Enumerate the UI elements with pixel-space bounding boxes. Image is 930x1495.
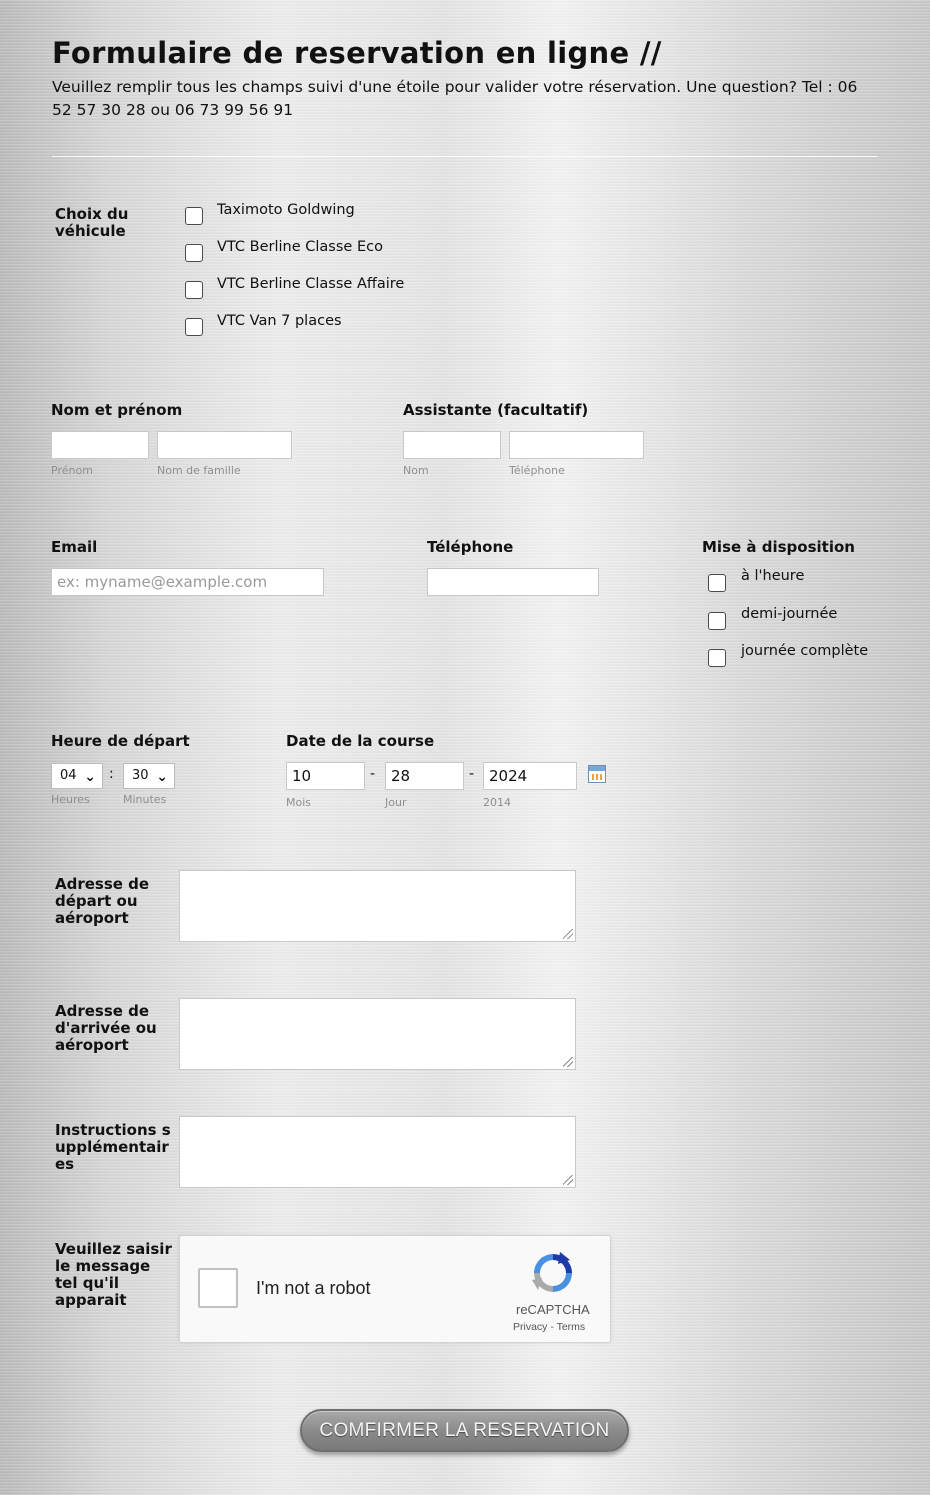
last-name-input[interactable]	[157, 431, 292, 459]
vehicle-option-label: VTC Berline Classe Affaire	[217, 276, 405, 292]
resize-grip-icon[interactable]	[563, 1175, 573, 1185]
email-label: Email	[51, 538, 98, 556]
vehicle-option-label: VTC Berline Classe Eco	[217, 239, 383, 255]
captcha-label: Veuillez saisir le message tel qu'il apparait	[55, 1240, 172, 1309]
recaptcha-brand: reCAPTCHA	[516, 1302, 590, 1317]
assistant-phone-sublabel: Téléphone	[509, 464, 565, 477]
recaptcha-checkbox-text: I'm not a robot	[256, 1278, 371, 1298]
vehicle-checkbox-eco[interactable]	[185, 244, 203, 262]
minute-value: 30	[132, 768, 149, 783]
recaptcha-widget	[179, 1235, 611, 1343]
resize-grip-icon[interactable]	[563, 1057, 573, 1067]
time-colon: :	[109, 766, 114, 782]
calendar-icon[interactable]	[588, 765, 606, 783]
course-date-label: Date de la course	[286, 732, 435, 750]
minute-sublabel: Minutes	[123, 793, 167, 806]
departure-address-label: Adresse de départ ou aéroport	[55, 875, 150, 927]
name-label: Nom et prénom	[51, 401, 183, 419]
arrival-address-textarea[interactable]	[179, 998, 576, 1070]
disposal-label: Mise à disposition	[702, 538, 855, 556]
email-input[interactable]: ex: myname@example.com	[51, 568, 324, 596]
vehicle-option-label: Taximoto Goldwing	[217, 202, 355, 218]
last-name-sublabel: Nom de famille	[157, 464, 241, 477]
intro-text: Veuillez remplir tous les champs suivi d'une étoile pour valider votre réservation. Une question? Tel : 06 52 57 30 28 ou 06 73 99 56 91	[52, 78, 858, 119]
day-sublabel: Jour	[385, 796, 407, 809]
disposal-option-label: à l'heure	[741, 568, 805, 584]
departure-address-textarea[interactable]	[179, 870, 576, 942]
vehicle-checkbox-van[interactable]	[185, 318, 203, 336]
first-name-sublabel: Prénom	[51, 464, 93, 477]
first-name-input[interactable]	[51, 431, 149, 459]
departure-time-label: Heure de départ	[51, 732, 190, 750]
recaptcha-checkbox[interactable]	[198, 1268, 238, 1308]
assistant-phone-input[interactable]	[509, 431, 644, 459]
divider	[52, 156, 878, 157]
recaptcha-terms-link[interactable]: Terms	[556, 1321, 586, 1333]
year-input[interactable]: 2024	[483, 762, 577, 790]
disposal-checkbox-full-day[interactable]	[708, 649, 726, 667]
vehicle-option-label: VTC Van 7 places	[217, 313, 342, 329]
recaptcha-link-separator: -	[547, 1321, 557, 1333]
phone-input[interactable]	[427, 568, 599, 596]
confirm-reservation-button[interactable]: COMFIRMER LA RESERVATION	[300, 1409, 629, 1452]
year-sublabel: 2014	[483, 796, 511, 809]
vehicle-checkbox-goldwing[interactable]	[185, 207, 203, 225]
date-separator: -	[469, 766, 475, 782]
recaptcha-logo-icon	[530, 1250, 576, 1296]
page-title: Formulaire de reservation en ligne //	[52, 36, 662, 70]
chevron-down-icon: ⌄	[84, 769, 96, 785]
month-sublabel: Mois	[286, 796, 312, 809]
day-input[interactable]: 28	[385, 762, 464, 790]
assistant-name-input[interactable]	[403, 431, 501, 459]
instructions-label: Instructions supplémentaires	[55, 1121, 171, 1173]
minute-select[interactable]	[123, 763, 175, 789]
recaptcha-links	[513, 1321, 585, 1333]
disposal-option-label: demi-journée	[741, 606, 838, 622]
chevron-down-icon: ⌄	[156, 769, 168, 785]
phone-label: Téléphone	[427, 538, 514, 556]
month-input[interactable]: 10	[286, 762, 365, 790]
resize-grip-icon[interactable]	[563, 929, 573, 939]
date-separator: -	[370, 766, 376, 782]
vehicle-checkbox-affaire[interactable]	[185, 281, 203, 299]
assistant-name-sublabel: Nom	[403, 464, 429, 477]
disposal-checkbox-hour[interactable]	[708, 574, 726, 592]
arrival-address-label: Adresse de d'arrivée ou aéroport	[55, 1002, 157, 1054]
vehicle-label: Choix du véhicule	[55, 205, 129, 240]
assistant-label: Assistante (facultatif)	[403, 401, 589, 419]
recaptcha-privacy-link[interactable]: Privacy	[513, 1321, 548, 1333]
hour-value: 04	[60, 768, 77, 783]
hour-sublabel: Heures	[51, 793, 90, 806]
disposal-option-label: journée complète	[741, 643, 869, 659]
hour-select[interactable]	[51, 763, 103, 789]
instructions-textarea[interactable]	[179, 1116, 576, 1188]
disposal-checkbox-half-day[interactable]	[708, 612, 726, 630]
